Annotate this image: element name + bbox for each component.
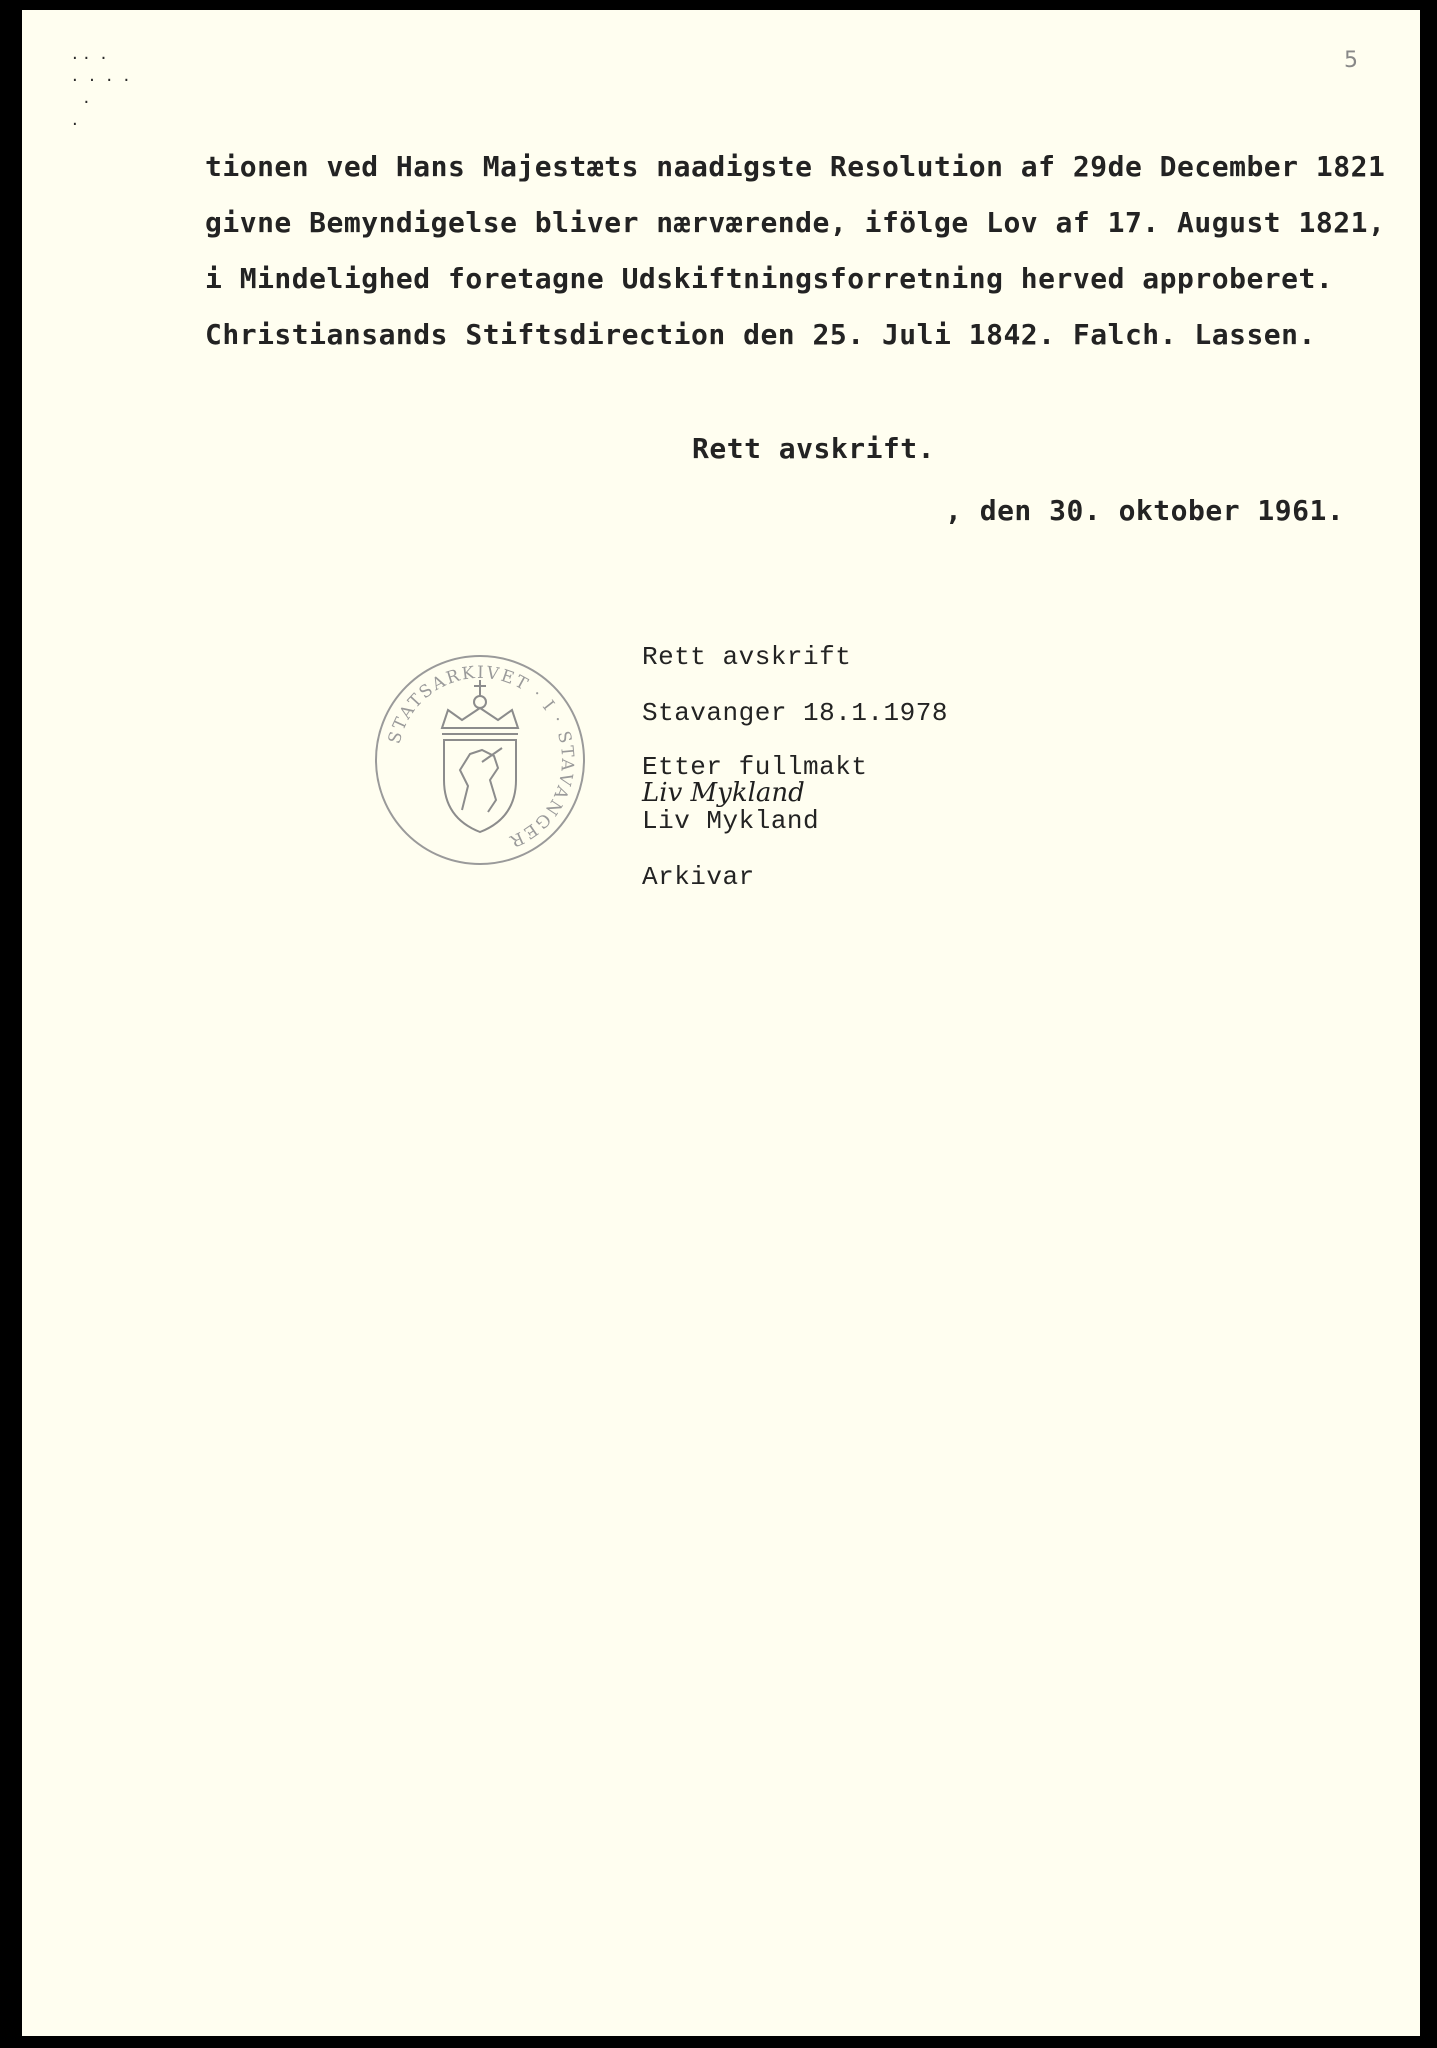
handwritten-signature: Liv Mykland bbox=[642, 778, 805, 808]
certification-date: , den 30. oktober 1961. bbox=[945, 494, 1345, 527]
body-line-1: tionen ved Hans Majestæts naadigste Resolution af 29de December 1821 bbox=[205, 150, 1386, 183]
document-page bbox=[22, 10, 1420, 2036]
page-number-mark: 5 bbox=[1344, 48, 1358, 73]
body-line-2: givne Bemyndigelse bliver nærværende, ifölge Lov af 17. August 1821, bbox=[205, 206, 1386, 239]
body-line-4: Christiansands Stiftsdirection den 25. Juli 1842. Falch. Lassen. bbox=[205, 318, 1316, 351]
signer-title: Arkivar bbox=[642, 862, 755, 892]
stamp-line-rett-avskrift: Rett avskrift bbox=[642, 642, 852, 672]
seal-text: STATSARKIVET · I · STAVANGER bbox=[384, 662, 578, 852]
corner-mark-left: · · · · · · · · · bbox=[72, 48, 130, 135]
archive-seal-icon bbox=[370, 650, 590, 870]
stamp-line-place-date: Stavanger 18.1.1978 bbox=[642, 698, 948, 728]
signer-name: Liv Mykland bbox=[642, 806, 820, 836]
stamp-line-authority: Etter fullmakt bbox=[642, 752, 868, 782]
body-line-3: i Mindelighed foretagne Udskiftningsforretning herved approberet. bbox=[205, 262, 1334, 295]
certification-label: Rett avskrift. bbox=[692, 432, 936, 465]
